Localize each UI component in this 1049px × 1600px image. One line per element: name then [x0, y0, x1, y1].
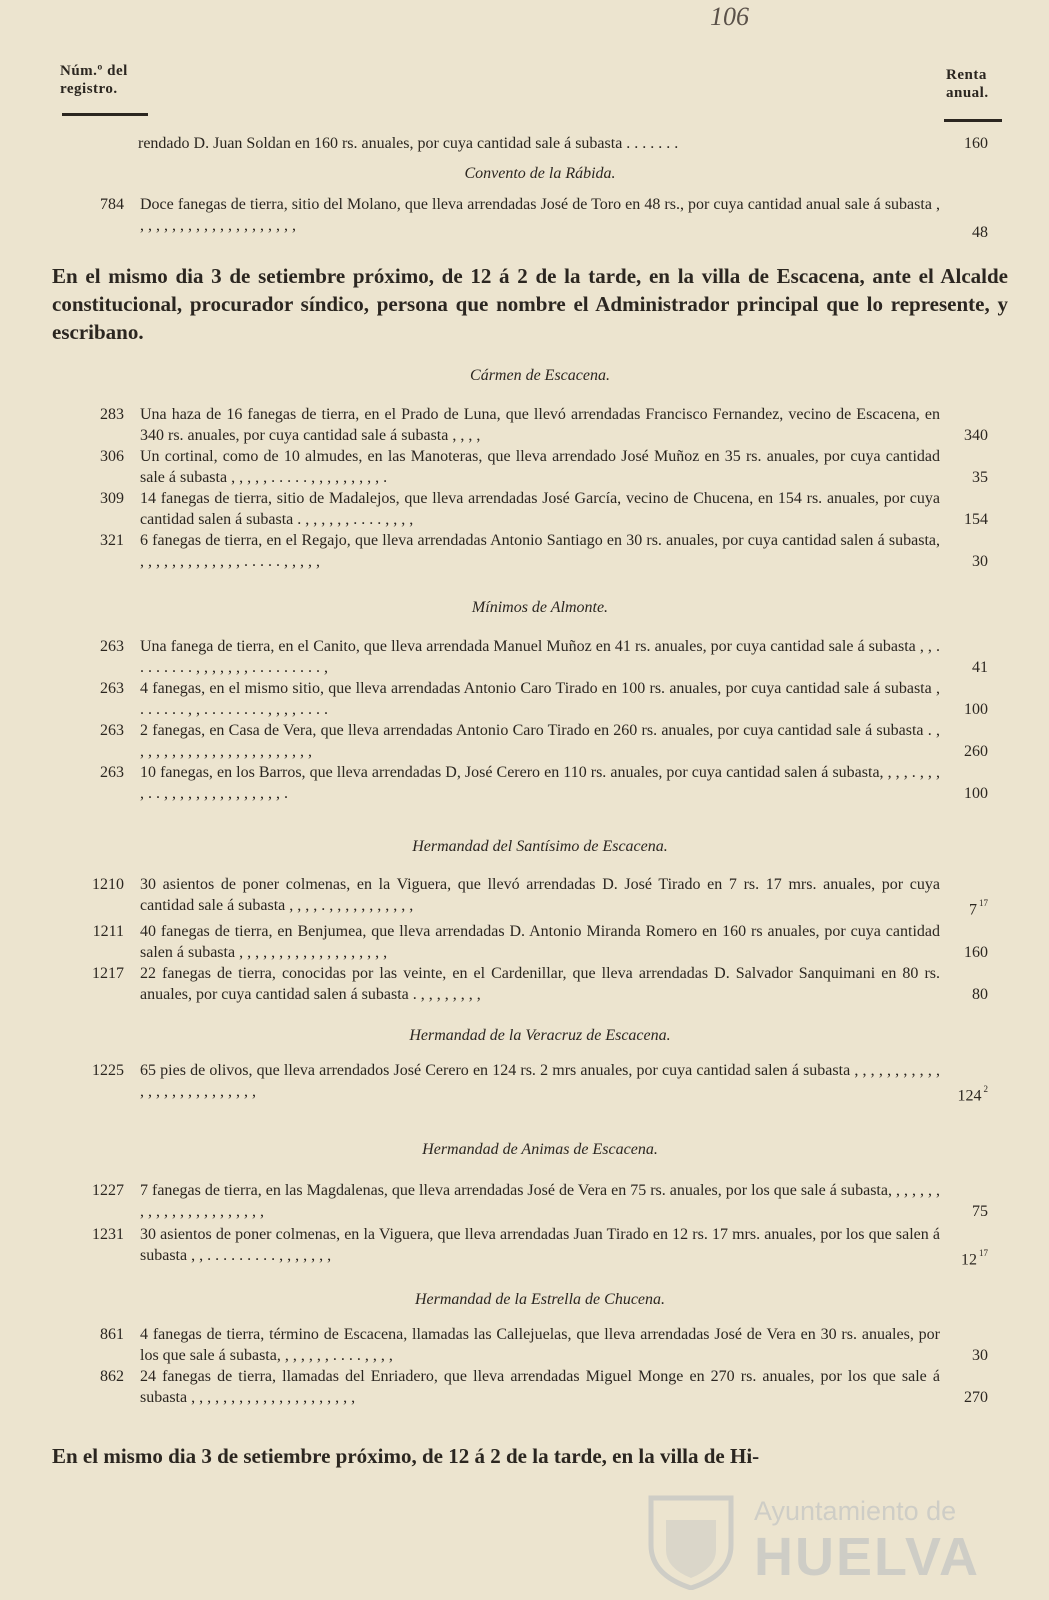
auction-announcement-2: En el mismo dia 3 de setiembre próximo, de 12 á 2 de la tarde, en la villa de Hi-: [52, 1444, 760, 1468]
entry-amount-value: 30: [972, 1347, 988, 1364]
entry-text: 6 fanegas de tierra, en el Regajo, que lleva arrendadas Antonio Santiago en 30 rs. anuales, por cuya cantidad salen á subasta, , , , , , , , , , , , , , . . . . . , , , , ,: [140, 532, 940, 570]
entry-amount: [940, 1387, 988, 1408]
entry-amount-value: 75: [972, 1203, 988, 1220]
continuation-text: rendado D. Juan Soldan en 160 rs. anuales, por cuya cantidad sale á subasta . . . . . . .: [138, 135, 679, 152]
entry-text: Un cortinal, como de 10 almudes, en las Manoteras, que lleva arrendado José Muñoz en 35 rs. anuales, por cuya cantidad sale á subasta , , , , , . . . . . , , , , , , , , , .: [140, 448, 940, 486]
registry-number: 283: [100, 406, 124, 423]
entry-text: 65 pies de olivos, que lleva arrendados José Cerero en 124 rs. 2 mrs anuales, por cuya cantidad salen á subasta , , , , , , , , , , , , , , , , , , , , , , , , , ,: [140, 1062, 940, 1100]
entry-amount-value: 41: [972, 659, 988, 676]
entry-amount: [940, 741, 988, 762]
entry-amount: [940, 783, 988, 804]
registry-number: 263: [100, 680, 124, 697]
section-title: Hermandad del Santísimo de Escacena.: [412, 838, 668, 855]
section-title: Convento de la Rábida.: [464, 165, 616, 182]
entry-amount: [940, 1201, 988, 1222]
header-rule-right: [944, 119, 1002, 122]
entry-text: 22 fanegas de tierra, conocidas por las veinte, en el Cardenillar, que lleva arrendadas D. Salvador Sanquimani en 80 rs. anuales, por cuya cantidad salen á subasta . , , , , , , , ,: [140, 965, 940, 1003]
registry-number: 1217: [92, 965, 124, 982]
entry-amount: [940, 551, 988, 572]
entry-amount: [940, 657, 988, 678]
entry-amount-value: 154: [964, 511, 988, 528]
watermark: [632, 1490, 1012, 1590]
registry-number: 1211: [92, 923, 124, 940]
header-rule-left: [62, 113, 148, 116]
registry-number: 321: [100, 532, 124, 549]
entry-amount: [940, 1345, 988, 1366]
entry-amount: [940, 1081, 988, 1106]
entry-amount: [940, 895, 988, 920]
entry-amount: [940, 699, 988, 720]
registry-number: 263: [100, 722, 124, 739]
registry-number: 309: [100, 490, 124, 507]
entry-amount-value: 100: [964, 785, 988, 802]
entry-amount-value: 7: [969, 901, 977, 919]
rent-column-header: [946, 66, 1006, 102]
section-title: Hermandad de la Estrella de Chucena.: [414, 1291, 666, 1308]
entry-amount: [940, 425, 988, 446]
entry-text: 40 fanegas de tierra, en Benjumea, que lleva arrendadas D. Antonio Miranda Romero en 160 rs anuales, por cuya cantidad salen á subasta , , , , , , , , , , , , , , , , , , ,: [140, 923, 940, 961]
entry-amount-fraction: 17: [979, 898, 988, 908]
entry-amount-value: 340: [964, 427, 988, 444]
auction-announcement: En el mismo dia 3 de setiembre próximo, de 12 á 2 de la tarde, en la villa de Escacena, ante el Alcalde constitucional, procurador síndico, persona que nombre el Administrador principal que lo represente, y escribano.: [52, 264, 1008, 344]
header-left-line1: Núm.º del: [60, 63, 128, 79]
entry-text: 30 asientos de poner colmenas, en la Viguera, que llevó arrendadas D. José Tirado en 7 rs. 17 mrs. anuales, por cuya cantidad sale á subasta , , , , . , , , , , , , , , , ,: [140, 876, 940, 914]
header-right-line2: anual.: [946, 85, 989, 101]
entry-text: 24 fanegas de tierra, llamadas del Enriadero, que lleva arrendadas Miguel Monge en 270 rs. anuales, por los que sale á subasta , , , , , , , , , , , , , , , , , , , , ,: [140, 1368, 940, 1406]
entry-amount-value: 160: [964, 944, 988, 961]
watermark-line1: Ayuntamiento de: [754, 1496, 957, 1526]
entry-text: Una haza de 16 fanegas de tierra, en el Prado de Luna, que llevó arrendadas Francisco Fernandez, vecino de Escacena, en 340 rs. anuales, por cuya cantidad sale á subasta , , , ,: [140, 406, 940, 444]
entry-amount-value: 124: [957, 1087, 982, 1105]
section-title: Mínimos de Almonte.: [471, 599, 609, 616]
entry-amount: [940, 942, 988, 963]
entry-amount-value: 260: [964, 743, 988, 760]
entry-amount-value: 35: [972, 469, 988, 486]
registry-number: 263: [100, 764, 124, 781]
entry-text: Doce fanegas de tierra, sitio del Molano, que lleva arrendadas José de Toro en 48 rs., por cuya cantidad anual sale á subasta , , , , , , , , , , , , , , , , , , , , ,: [140, 196, 940, 234]
entry-amount-value: 270: [964, 1389, 988, 1406]
registry-number: 861: [100, 1326, 124, 1343]
entry-amount: [940, 467, 988, 488]
entry-text: 10 fanegas, en los Barros, que lleva arrendadas D, José Cerero en 110 rs. anuales, por cuya cantidad salen á subasta, , , , . , , , , . . , , , , , , , , , , , , , , , .: [140, 764, 940, 802]
entry-text: 30 asientos de poner colmenas, en la Viguera, que lleva arrendadas Juan Tirado en 12 rs. 17 mrs. anuales, por los que salen á subasta , , . . . . . . . . . , , , , , , ,: [140, 1226, 940, 1264]
continuation-amount: 160: [964, 135, 988, 152]
registry-number: 1227: [92, 1182, 124, 1199]
registry-number: 1210: [92, 876, 124, 893]
entry-amount: [940, 984, 988, 1005]
registry-number: 1225: [92, 1062, 124, 1079]
entry-amount: [940, 1245, 988, 1270]
registry-column-header: [60, 62, 128, 98]
entry-text: 2 fanegas, en Casa de Vera, que lleva arrendadas Antonio Caro Tirado en 260 rs. anuales, por cuya cantidad sale á subasta . , , , , , , , , , , , , , , , , , , , , , , ,: [140, 722, 940, 760]
page-number: 106: [710, 2, 749, 31]
registry-number: 306: [100, 448, 124, 465]
entry-amount-value: 30: [972, 553, 988, 570]
header-left-line2: registro.: [60, 81, 118, 97]
entry-amount-fraction: 2: [983, 1084, 988, 1094]
entry-text: 7 fanegas de tierra, en las Magdalenas, que lleva arrendadas José de Vera en 75 rs. anuales, por los que sale á subasta, , , , , , , , , , , , , , , , , , , , , , ,: [140, 1182, 940, 1220]
entry-text: 4 fanegas de tierra, término de Escacena, llamadas las Callejuelas, que lleva arrendadas José de Vera en 30 rs. anuales, por los que sale á subasta, , , , , , , . . . . , , , ,: [140, 1326, 940, 1364]
registry-number: 263: [100, 638, 124, 655]
registry-number: 784: [100, 196, 124, 213]
entry-amount-value: 100: [964, 701, 988, 718]
watermark-line2: HUELVA: [754, 1527, 980, 1587]
header-right-line1: Renta: [946, 67, 987, 83]
entry-amount-fraction: 17: [979, 1248, 988, 1258]
entry-amount: 48: [972, 224, 988, 241]
entry-text: 14 fanegas de tierra, sitio de Madalejos, que lleva arrendadas José García, vecino de Chucena, en 154 rs. anuales, por cuya cantidad salen á subasta . , , , , , , . . . . , , , ,: [140, 490, 940, 528]
entry-amount: [940, 509, 988, 530]
section-title: Cármen de Escacena.: [470, 367, 610, 384]
entry-text: 4 fanegas, en el mismo sitio, que lleva arrendadas Antonio Caro Tirado en 100 rs. anuales, por cuya cantidad sale á subasta , . . . . . . , , . . . . . . . . , , , , . . . .: [140, 680, 940, 718]
registry-number: 1231: [92, 1226, 124, 1243]
entry-amount-value: 12: [961, 1251, 977, 1269]
section-title: Hermandad de la Veracruz de Escacena.: [409, 1027, 671, 1044]
entry-text: Una fanega de tierra, en el Canito, que lleva arrendada Manuel Muñoz en 41 rs. anuales, por cuya cantidad sale á subasta , , . . . . . . . . , , , , , , , . . . . . . . . . ,: [140, 638, 940, 676]
entry-amount-value: 80: [972, 986, 988, 1003]
city-shield-icon: [636, 1490, 746, 1590]
section-title: Hermandad de Animas de Escacena.: [422, 1141, 658, 1158]
registry-number: 862: [100, 1368, 124, 1385]
